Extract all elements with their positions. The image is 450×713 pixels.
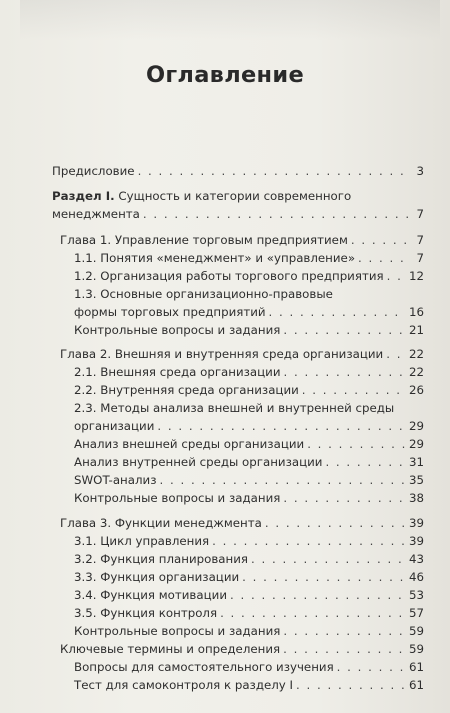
dot-leader bbox=[251, 551, 406, 567]
dot-leader bbox=[230, 587, 406, 603]
toc-entry-1-1: 1.1. Понятия «менеджмент» и «управление» . . . 7 bbox=[74, 250, 424, 266]
toc-entry-key-terms: Ключевые термины и определения . . . 59 bbox=[60, 641, 424, 657]
dot-leader bbox=[387, 268, 406, 284]
toc-entry-3-3: 3.3. Функция организации . . . 46 bbox=[74, 569, 424, 585]
toc-entry-2-1: 2.1. Внешняя среда организации . . . 22 bbox=[74, 364, 424, 380]
dot-leader bbox=[157, 418, 406, 434]
dot-leader bbox=[307, 436, 406, 452]
dot-leader bbox=[284, 364, 406, 380]
dot-leader bbox=[337, 659, 406, 675]
toc-entry-3-4: 3.4. Функция мотивации . . . 53 bbox=[74, 587, 424, 603]
toc-entry-3-5: 3.5. Функция контроля . . . 57 bbox=[74, 605, 424, 621]
toc-entry-2-swot: SWOT-анализ . . . 35 bbox=[74, 472, 424, 488]
dot-leader bbox=[325, 454, 406, 470]
toc-entry-2-external: Анализ внешней среды организации . . . 29 bbox=[74, 436, 424, 452]
header-bleed-through bbox=[20, 0, 440, 40]
toc-entry-preface: Предисловие . . . 3 bbox=[52, 163, 424, 179]
dot-leader bbox=[138, 163, 409, 179]
toc-entry-self-study: Вопросы для самостоятельного изучения . . . 61 bbox=[74, 659, 424, 675]
dot-leader bbox=[302, 382, 406, 398]
toc-chapter-1: Глава 1. Управление торговым предприятием . . . 7 bbox=[60, 232, 424, 248]
dot-leader bbox=[283, 490, 406, 506]
dot-leader bbox=[220, 605, 406, 621]
dot-leader bbox=[296, 677, 406, 693]
toc-entry-2-3-line-1: 2.3. Методы анализа внешней и внутренней среды bbox=[74, 401, 395, 415]
dot-leader bbox=[242, 569, 406, 585]
toc-entry-2-3-line-2: организации . . . 29 bbox=[74, 418, 424, 434]
toc-entry-3-2: 3.2. Функция планирования . . . 43 bbox=[74, 551, 424, 567]
toc-entry-1-questions: Контрольные вопросы и задания . . . 21 bbox=[74, 322, 424, 338]
toc-entry-2-questions: Контрольные вопросы и задания . . . 38 bbox=[74, 490, 424, 506]
toc-entry-2-2: 2.2. Внутренняя среда организации . . . 26 bbox=[74, 382, 424, 398]
dot-leader bbox=[283, 322, 406, 338]
toc-entry-1-3-line-1: 1.3. Основные организационно-правовые bbox=[74, 287, 333, 301]
toc-section-1-line-1: Раздел I. Сущность и категории современного bbox=[52, 189, 352, 203]
toc-entry-3-1: 3.1. Цикл управления . . . 39 bbox=[74, 533, 424, 549]
dot-leader bbox=[265, 515, 406, 531]
dot-leader bbox=[159, 472, 406, 488]
toc-section-1-line-2: менеджмента . . . 7 bbox=[52, 206, 424, 222]
dot-leader bbox=[212, 533, 406, 549]
toc-chapter-3: Глава 3. Функции менеджмента . . . 39 bbox=[60, 515, 424, 531]
toc-entry-2-internal: Анализ внутренней среды организации . . . 31 bbox=[74, 454, 424, 470]
toc-entry-1-2: 1.2. Организация работы торгового предприятия . . . 12 bbox=[74, 268, 424, 284]
page-title: Оглавление bbox=[145, 62, 305, 88]
dot-leader bbox=[386, 346, 406, 362]
toc-entry-self-test: Тест для самоконтроля к разделу I . . . 61 bbox=[74, 677, 424, 693]
dot-leader bbox=[283, 623, 406, 639]
toc-entry-3-questions: Контрольные вопросы и задания . . . 59 bbox=[74, 623, 424, 639]
toc-chapter-2: Глава 2. Внешняя и внутренняя среда организации . . . 22 bbox=[60, 346, 424, 362]
dot-leader bbox=[283, 641, 406, 657]
dot-leader bbox=[351, 232, 409, 248]
dot-leader bbox=[269, 304, 406, 320]
toc-entry-1-3-line-2: формы торговых предприятий . . . 16 bbox=[74, 304, 424, 320]
dot-leader bbox=[143, 206, 409, 222]
dot-leader bbox=[358, 250, 409, 266]
